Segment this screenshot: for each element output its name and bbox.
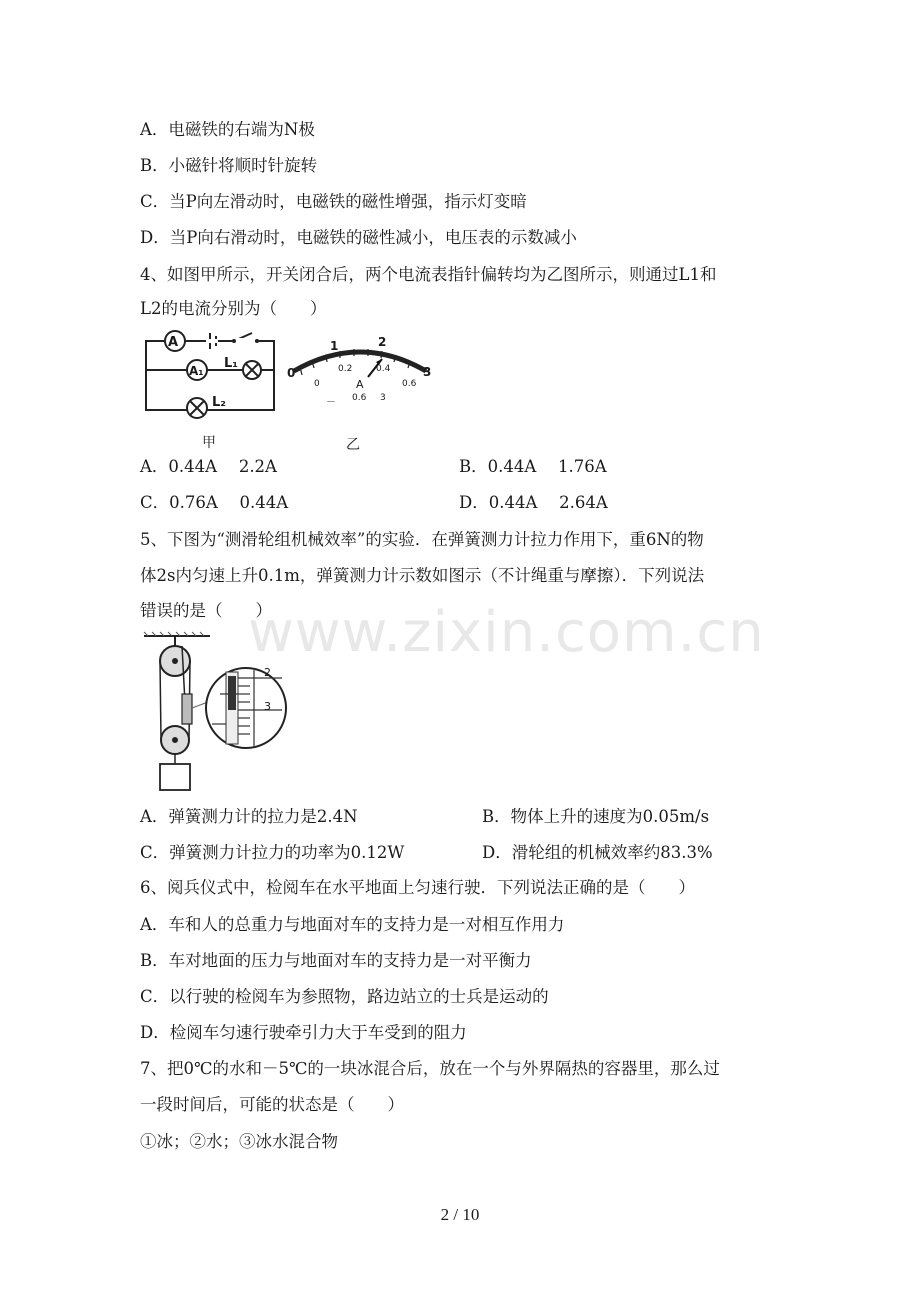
q4-stem-line2: L2的电流分别为（ ） bbox=[140, 299, 327, 318]
meter-bottom-0-6: 0.6 bbox=[402, 379, 417, 389]
figure-yi-caption: 乙 bbox=[346, 437, 360, 453]
q5-option-d: D．滑轮组的机械效率约83.3% bbox=[482, 843, 713, 862]
terminal-3: 3 bbox=[380, 393, 386, 403]
q7-choices: ①冰；②水；③冰水混合物 bbox=[140, 1132, 338, 1151]
lamp-l2-label: L₂ bbox=[212, 395, 226, 410]
q6-option-a: A．车和人的总重力与地面对车的支持力是一对相互作用力 bbox=[140, 915, 565, 934]
scale-label-3: 3 bbox=[264, 700, 271, 713]
ammeter-a1-label: A₁ bbox=[189, 364, 204, 378]
q4-option-c: C．0.76A 0.44A bbox=[140, 493, 289, 512]
meter-top-2: 2 bbox=[378, 335, 387, 349]
meter-bottom-0: 0 bbox=[314, 379, 320, 389]
q4-stem-line1: 4、如图甲所示，开关闭合后，两个电流表指针偏转均为乙图所示，则通过L1和 bbox=[140, 265, 717, 284]
page-number: 2 / 10 bbox=[440, 1205, 480, 1224]
q3-option-b: B．小磁针将顺时针旋转 bbox=[140, 156, 318, 175]
q5-option-c: C．弹簧测力计拉力的功率为0.12W bbox=[140, 843, 405, 862]
q5-option-a: A．弹簧测力计的拉力是2.4N bbox=[140, 807, 358, 826]
watermark: www.zixin.com.cn bbox=[248, 600, 765, 665]
meter-unit: A bbox=[356, 378, 364, 391]
q4-option-b: B．0.44A 1.76A bbox=[459, 457, 607, 476]
meter-top-0: 0 bbox=[287, 366, 296, 380]
q6-option-d: D．检阅车匀速行驶牵引力大于车受到的阻力 bbox=[140, 1023, 467, 1042]
terminal-0-6: 0.6 bbox=[352, 393, 367, 403]
q5-option-b: B．物体上升的速度为0.05m/s bbox=[482, 807, 710, 826]
meter-bottom-0-4: 0.4 bbox=[376, 364, 391, 374]
q6-stem: 6、阅兵仪式中，检阅车在水平地面上匀速行驶．下列说法正确的是（ ） bbox=[140, 878, 695, 897]
q4-option-d: D．0.44A 2.64A bbox=[459, 493, 608, 512]
lamp-l1-label: L₁ bbox=[224, 356, 238, 371]
q3-option-d: D．当P向右滑动时，电磁铁的磁性减小，电压表的示数减小 bbox=[140, 228, 577, 247]
q4-option-a: A．0.44A 2.2A bbox=[140, 457, 277, 476]
meter-top-3: 3 bbox=[423, 365, 432, 379]
figure-jia-caption: 甲 bbox=[202, 435, 216, 451]
scale-label-2: 2 bbox=[264, 666, 271, 679]
circuit-diagram bbox=[140, 328, 280, 416]
meter-top-1: 1 bbox=[330, 339, 339, 353]
q6-option-c: C．以行驶的检阅车为参照物，路边站立的士兵是运动的 bbox=[140, 987, 549, 1006]
q5-stem-line1: 5、下图为“测滑轮组机械效率”的实验．在弹簧测力计拉力作用下，重6N的物 bbox=[140, 530, 704, 549]
q7-stem-line2: 一段时间后，可能的状态是（ ） bbox=[140, 1095, 404, 1114]
meter-bottom-0-2: 0.2 bbox=[338, 364, 353, 374]
ammeter-a-label: A bbox=[168, 335, 179, 350]
terminal-negative: － bbox=[326, 397, 336, 408]
q5-stem-line3: 错误的是（ ） bbox=[140, 601, 272, 620]
q3-option-a: A．电磁铁的右端为N极 bbox=[140, 120, 315, 139]
q5-stem-line2: 体2s内匀速上升0.1m，弹簧测力计示数如图示（不计绳重与摩擦）．下列说法 bbox=[140, 566, 705, 585]
q3-option-c: C．当P向左滑动时，电磁铁的磁性增强，指示灯变暗 bbox=[140, 192, 527, 211]
q7-stem-line1: 7、把0℃的水和－5℃的一块冰混合后，放在一个与外界隔热的容器里，那么过 bbox=[140, 1059, 720, 1078]
q6-option-b: B．车对地面的压力与地面对车的支持力是一对平衡力 bbox=[140, 951, 532, 970]
